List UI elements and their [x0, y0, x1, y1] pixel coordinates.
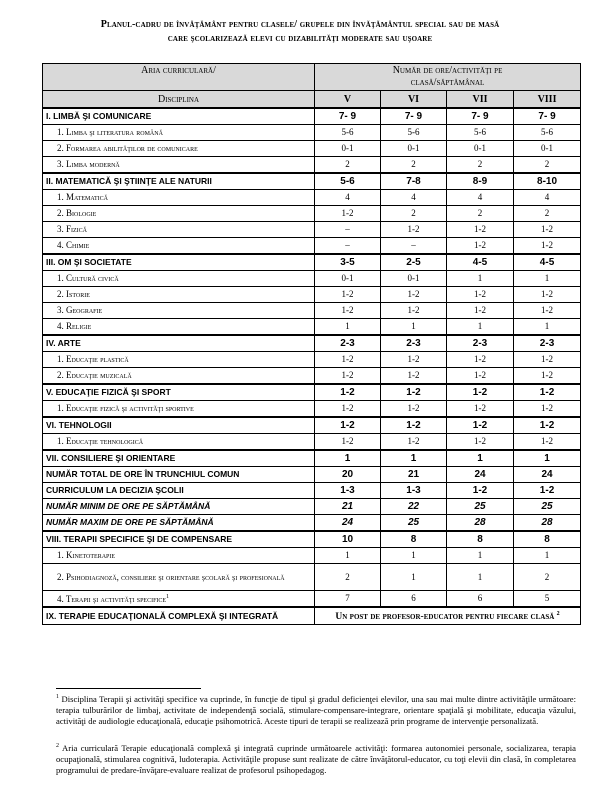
table-row	[43, 352, 581, 368]
cell-value: 1-2	[381, 303, 447, 319]
cell-value: 2-3	[447, 335, 514, 352]
row-label-text: NUMĂR MAXIM DE ORE PE SĂPTĂMÂNĂ	[46, 517, 214, 527]
cell-value: 6	[381, 591, 447, 608]
cell-value: 2	[315, 157, 381, 174]
row-label	[43, 515, 315, 532]
cell-value: 1-2	[315, 352, 381, 368]
footnote-1	[56, 692, 576, 727]
cell-value: 1-2	[447, 303, 514, 319]
cell-value: 24	[447, 467, 514, 483]
row-label	[43, 434, 315, 451]
row-label	[43, 352, 315, 368]
table-row	[43, 434, 581, 451]
row-label-text: 2. Biologie	[57, 208, 97, 218]
footnote-2-mark: 2	[56, 743, 59, 749]
table-row	[43, 384, 581, 401]
row-label-text: IV. ARTE	[46, 338, 81, 348]
cell-value: 1-3	[381, 483, 447, 499]
cell-value: 1	[381, 450, 447, 467]
cell-value: 2	[514, 157, 581, 174]
table-row	[43, 206, 581, 222]
class-header-v: V	[315, 91, 381, 109]
hours-header	[315, 64, 581, 91]
row-label	[43, 157, 315, 174]
cell-value: 1	[514, 319, 581, 336]
row-label-text: VII. CONSILIERE ŞI ORIENTARE	[46, 453, 176, 463]
table-row	[43, 368, 581, 385]
row-label	[43, 173, 315, 190]
table-row	[43, 335, 581, 352]
cell-value: 1	[447, 450, 514, 467]
hours-header-line-2: clasă/săptămânal	[410, 77, 485, 88]
row-label	[43, 564, 315, 591]
cell-value: 1-2	[447, 238, 514, 255]
row-label	[43, 483, 315, 499]
cell-value: 1-2	[381, 417, 447, 434]
cell-value: 1-2	[447, 287, 514, 303]
cell-value: 25	[381, 515, 447, 532]
row-label	[43, 287, 315, 303]
cell-value: 5-6	[315, 125, 381, 141]
table-row	[43, 417, 581, 434]
row-label	[43, 591, 315, 608]
cell-value: 1-2	[381, 287, 447, 303]
row-label-text: II. MATEMATICĂ ŞI ŞTIINŢE ALE NATURII	[46, 176, 212, 186]
footnote-2	[56, 741, 576, 776]
cell-value: 2	[514, 206, 581, 222]
cell-value: 1-2	[447, 384, 514, 401]
table-row	[43, 125, 581, 141]
cell-value: 24	[315, 515, 381, 532]
cell-value: 22	[381, 499, 447, 515]
table-row	[43, 157, 581, 174]
cell-value: 0-1	[514, 141, 581, 157]
cell-value: 2	[447, 206, 514, 222]
table-row	[43, 303, 581, 319]
row-label	[43, 368, 315, 385]
row-label	[43, 222, 315, 238]
cell-value: 1-2	[315, 434, 381, 451]
hours-header-line-1: Număr de ore/activităţi pe	[392, 65, 503, 76]
cell-value: 1-2	[447, 368, 514, 385]
table-row	[43, 531, 581, 548]
class-header-vi: VI	[381, 91, 447, 109]
table-row	[43, 515, 581, 532]
title-line-2: care şcolarizează elevi cu dizabilităţi moderate sau uşoare	[167, 33, 433, 44]
cell-value: 1-2	[447, 401, 514, 418]
cell-value: 21	[381, 467, 447, 483]
row-label-text: 2. Formarea abilităţilor de comunicare	[57, 143, 198, 153]
cell-value: 4	[381, 190, 447, 206]
table-row	[43, 564, 581, 591]
row-label-text: 1. Cultură civică	[57, 273, 119, 283]
cell-value: 1	[447, 271, 514, 287]
cell-value: 8	[514, 531, 581, 548]
row-label	[43, 238, 315, 255]
cell-value: 2-3	[315, 335, 381, 352]
cell-value: 2	[381, 206, 447, 222]
cell-value: 1	[514, 271, 581, 287]
cell-value: 7- 9	[315, 108, 381, 125]
cell-value: 21	[315, 499, 381, 515]
table-row	[43, 141, 581, 157]
cell-value: 2	[315, 564, 381, 591]
row-label	[43, 499, 315, 515]
cell-value: 0-1	[381, 141, 447, 157]
table-row	[43, 271, 581, 287]
footnote-1-mark: 1	[56, 694, 59, 700]
row-label-text: 3. Geografie	[57, 305, 103, 315]
row-label-text: 1. Matematică	[57, 192, 109, 202]
cell-value: 2-5	[381, 254, 447, 271]
row-label	[43, 531, 315, 548]
cell-value: 0-1	[315, 271, 381, 287]
cell-value: 1-2	[315, 368, 381, 385]
area-header-label: Aria curriculară/	[141, 65, 216, 76]
cell-value: –	[315, 238, 381, 255]
cell-value: 1-2	[514, 238, 581, 255]
row-label	[43, 190, 315, 206]
table-row	[43, 591, 581, 608]
footnote-ref: 1	[166, 594, 170, 600]
cell-value: 1-2	[514, 483, 581, 499]
discipline-header: Disciplina	[43, 91, 315, 109]
row-label	[43, 141, 315, 157]
cell-value: 1-2	[447, 417, 514, 434]
row-label-text: 3. Limba modernă	[57, 159, 120, 169]
cell-value: 1-2	[447, 352, 514, 368]
row-label-text: NUMĂR MINIM DE ORE PE SĂPTĂMÂNĂ	[46, 501, 211, 511]
footnote-separator	[56, 688, 201, 689]
cell-value: 8	[447, 531, 514, 548]
row-label	[43, 206, 315, 222]
row-label-text: 1. Limba şi literatura română	[57, 127, 163, 137]
row-label	[43, 108, 315, 125]
cell-value: 1	[315, 319, 381, 336]
cell-value: 7- 9	[381, 108, 447, 125]
table-row	[43, 190, 581, 206]
document-title	[30, 18, 570, 46]
table-row	[43, 108, 581, 125]
table-row	[43, 548, 581, 564]
cell-value: 2	[381, 157, 447, 174]
title-line-1: Planul-cadru de învăţământ pentru clasele/ grupele din învăţământul special sau de masă	[100, 19, 500, 30]
row-label-text: CURRICULUM LA DECIZIA ŞCOLII	[46, 485, 184, 495]
table-row	[43, 238, 581, 255]
row-label-text: 4. Chimie	[57, 240, 90, 250]
cell-value: 1-2	[315, 417, 381, 434]
row-label	[43, 335, 315, 352]
cell-value: 4	[447, 190, 514, 206]
cell-value: 7	[315, 591, 381, 608]
cell-value: 25	[447, 499, 514, 515]
cell-value: 1-2	[315, 287, 381, 303]
table-row	[43, 319, 581, 336]
table-row	[43, 222, 581, 238]
cell-value: 1-2	[514, 287, 581, 303]
cell-value: 1-2	[514, 384, 581, 401]
row-label	[43, 401, 315, 418]
curriculum-table	[42, 63, 581, 625]
footnote-2-text: Aria curriculară Terapie educaţională complexă şi integrată cuprinde următoarele activităţi: formarea autonomiei personale, socializarea, terapia ocupaţională, stimularea cognitivă, ludoterapia. Activităţile propuse sunt realizate de către învăţătorul-educator, cu toţi elevii din clasă, în completarea programului de predare-învăţare-evaluare realizat de profesorul psihopedagog.	[56, 742, 576, 775]
cell-value: 2	[514, 564, 581, 591]
cell-value: 1-2	[514, 401, 581, 418]
cell-value: 2	[447, 157, 514, 174]
cell-value: 1-2	[315, 206, 381, 222]
table-row	[43, 173, 581, 190]
cell-value: 1-2	[381, 401, 447, 418]
table-row	[43, 499, 581, 515]
table-row	[43, 483, 581, 499]
row-label-text: 2. Istorie	[57, 289, 90, 299]
row-label	[43, 450, 315, 467]
cell-value: 5-6	[514, 125, 581, 141]
class-header-vii: VII	[447, 91, 514, 109]
cell-value: 1-2	[381, 368, 447, 385]
post-note	[315, 607, 581, 625]
cell-value: 8-9	[447, 173, 514, 190]
row-label-text: NUMĂR TOTAL DE ORE ÎN TRUNCHIUL COMUN	[46, 469, 240, 479]
row-label	[43, 125, 315, 141]
cell-value: 0-1	[315, 141, 381, 157]
cell-value: 8-10	[514, 173, 581, 190]
area-header	[43, 64, 315, 91]
cell-value: –	[381, 238, 447, 255]
cell-value: 1-2	[514, 352, 581, 368]
cell-value: 1-2	[447, 222, 514, 238]
cell-value: 3-5	[315, 254, 381, 271]
cell-value: 1-2	[447, 483, 514, 499]
cell-value: 4-5	[514, 254, 581, 271]
cell-value: 0-1	[381, 271, 447, 287]
cell-value: 1-2	[514, 303, 581, 319]
cell-value: 1	[514, 548, 581, 564]
table-row	[43, 287, 581, 303]
footnote-ref: 2	[556, 611, 560, 617]
cell-value: 1	[381, 319, 447, 336]
cell-value: 1-2	[381, 222, 447, 238]
cell-value: 1-2	[381, 434, 447, 451]
cell-value: 1-2	[315, 384, 381, 401]
cell-value: 0-1	[447, 141, 514, 157]
cell-value: 8	[381, 531, 447, 548]
cell-value: 1-2	[514, 222, 581, 238]
row-label	[43, 548, 315, 564]
row-label-text: 1. Educaţie tehnologică	[57, 436, 144, 446]
cell-value: 2-3	[381, 335, 447, 352]
row-label	[43, 271, 315, 287]
cell-value: 4	[514, 190, 581, 206]
cell-value: 24	[514, 467, 581, 483]
row-label-text: 1. Educaţie fizică şi activităţi sportive	[57, 403, 194, 413]
cell-value: 1-2	[447, 434, 514, 451]
cell-value: 10	[315, 531, 381, 548]
row-label-text: III. OM ŞI SOCIETATE	[46, 257, 132, 267]
row-label	[43, 303, 315, 319]
cell-value: 1	[447, 548, 514, 564]
row-label	[43, 417, 315, 434]
row-label	[43, 254, 315, 271]
row-label-text: 2. Psihodiagnoză, consiliere şi orientare şcolară şi profesională	[57, 571, 285, 582]
table-row	[43, 401, 581, 418]
row-label-text: VIII. TERAPII SPECIFICE ŞI DE COMPENSARE	[46, 534, 233, 544]
table-row-last	[43, 607, 581, 625]
cell-value: 1-2	[381, 352, 447, 368]
cell-value: 1	[514, 450, 581, 467]
cell-value: 1-2	[315, 401, 381, 418]
cell-value: 1-2	[315, 303, 381, 319]
table-row	[43, 450, 581, 467]
cell-value: 1-2	[514, 417, 581, 434]
cell-value: 1	[381, 548, 447, 564]
cell-value: 7- 9	[447, 108, 514, 125]
cell-value: 5-6	[315, 173, 381, 190]
row-label	[43, 467, 315, 483]
row-label-text: 1. Educaţie plastică	[57, 354, 129, 364]
row-label-text: VI. TEHNOLOGII	[46, 420, 112, 430]
row-label-text: 4. Terapii şi activităţi specifice	[57, 594, 167, 604]
cell-value: –	[315, 222, 381, 238]
cell-value: 1-2	[381, 384, 447, 401]
cell-value: 6	[447, 591, 514, 608]
row-label-text: 3. Fizică	[57, 224, 88, 234]
cell-value: 1	[381, 564, 447, 591]
cell-value: 1	[447, 564, 514, 591]
cell-value: 5-6	[381, 125, 447, 141]
cell-value: 1	[447, 319, 514, 336]
cell-value: 4-5	[447, 254, 514, 271]
class-header-viii: VIII	[514, 91, 581, 109]
cell-value: 1	[315, 450, 381, 467]
cell-value: 28	[447, 515, 514, 532]
cell-value: 1-3	[315, 483, 381, 499]
row-label: IX. TERAPIE EDUCAŢIONALĂ COMPLEXĂ ŞI INTEGRATĂ	[43, 607, 315, 625]
cell-value: 25	[514, 499, 581, 515]
table-row	[43, 254, 581, 271]
row-label-text: 1. Kinetoterapie	[57, 550, 116, 560]
cell-value: 1	[315, 548, 381, 564]
cell-value: 28	[514, 515, 581, 532]
cell-value: 20	[315, 467, 381, 483]
cell-value: 7- 9	[514, 108, 581, 125]
cell-value: 4	[315, 190, 381, 206]
row-label-text: I. LIMBĂ ŞI COMUNICARE	[46, 111, 152, 121]
row-label	[43, 384, 315, 401]
row-label-text: 4. Religie	[57, 321, 92, 331]
table-row	[43, 467, 581, 483]
footnote-1-text: Disciplina Terapii şi activităţi specifice va cuprinde, în funcţie de tipul şi gradul deficienţei elevilor, una sau mai multe dintre activităţile următoare: terapia tulburărilor de limbaj, activitate de independenţă socială, stimulare-compensare-integrare, orientare spaţială şi mobilitate, educaţia văzului, activităţi de audiologie educaţională, educaţie psihomotrică. Aceste tipuri de terapii se realizează prin programe de intervenţie personalizată.	[56, 693, 577, 726]
cell-value: 7-8	[381, 173, 447, 190]
row-label-text: V. EDUCAŢIE FIZICĂ ŞI SPORT	[46, 387, 171, 397]
cell-value: 1-2	[514, 434, 581, 451]
post-note-text: Un post de profesor-educator pentru fiecare clasă	[335, 612, 555, 623]
cell-value: 2-3	[514, 335, 581, 352]
cell-value: 5-6	[447, 125, 514, 141]
cell-value: 1-2	[514, 368, 581, 385]
row-label-text: 2. Educaţie muzicală	[57, 370, 132, 380]
row-label	[43, 319, 315, 336]
cell-value: 5	[514, 591, 581, 608]
